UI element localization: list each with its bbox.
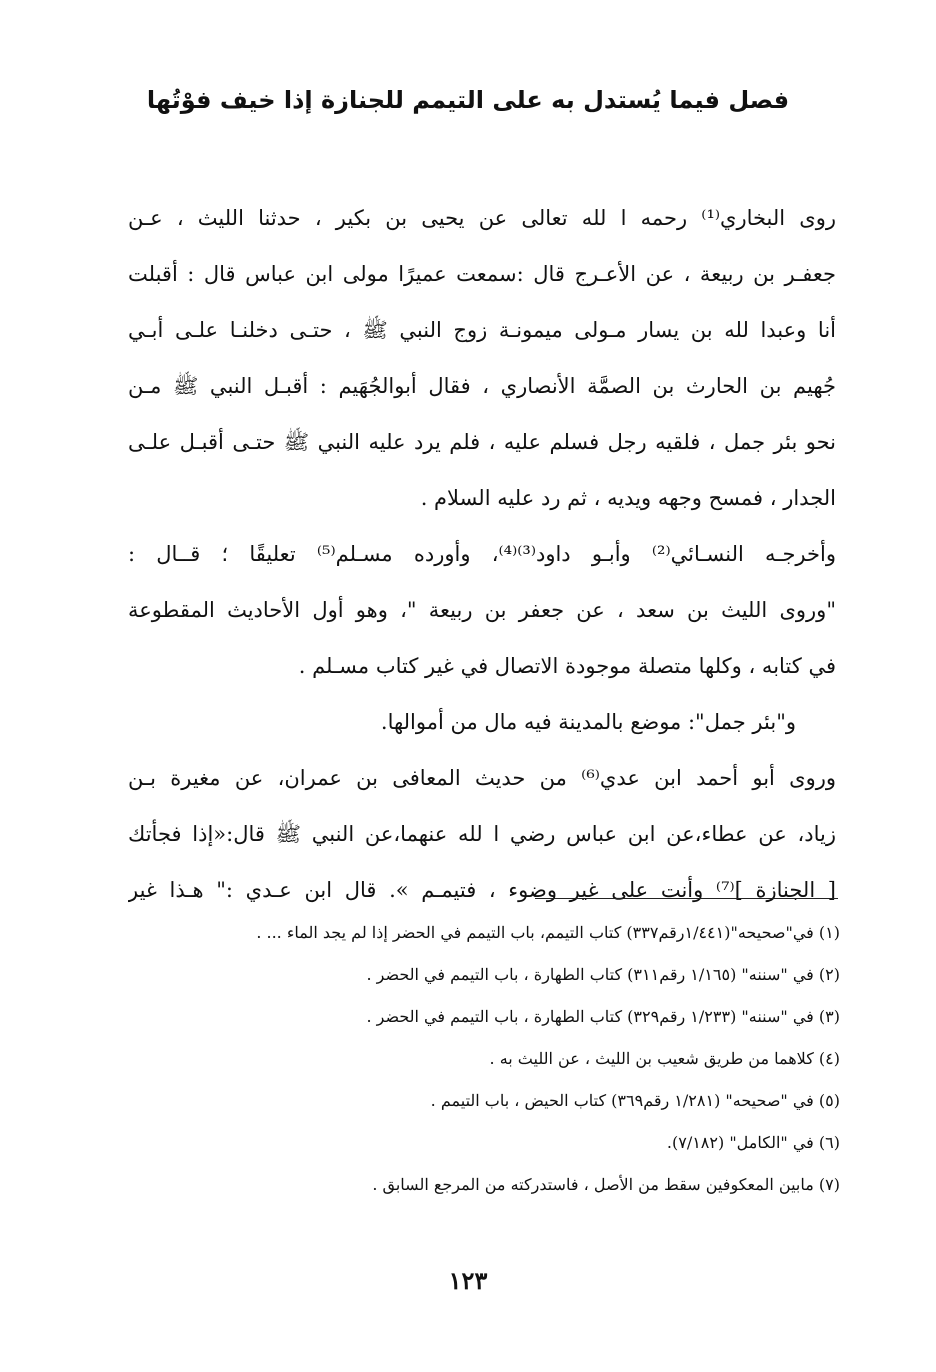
body-line: الجدار ، فمسح وجهه ويديه ، ثم رد عليه السلام . — [420, 486, 836, 510]
body-line: أنا وعبدا لله بن يسار مـولى ميمونـة زوج النبي ﷺ ، حتـى دخلنـا علـى أبـي — [128, 318, 836, 342]
body-line: روى البخاري⁽¹⁾ رحمه ا لله تعالى عن يحيى بن بكير ، حدثنا الليث ، عـن — [128, 206, 836, 230]
body-line: "وروى الليث بن سعد ، عن جعفر بن ربيعة "، وهو أول الأحاديث المقطوعة — [128, 598, 836, 622]
footnotes — [120, 912, 840, 1206]
body-line: و"بئر جمل": موضع بالمدينة فيه مال من أموالها. — [380, 710, 796, 734]
footnote: (١) في"صحيحه"(١/٤٤١رقم٣٣٧) كتاب التيمم، باب التيمم في الحضر إذا لم يجد الماء ... . — [256, 923, 840, 942]
body-line: في كتابه ، وكلها متصلة موجودة الاتصال في غير كتاب مسـلم . — [298, 654, 836, 678]
body-line: زياد، عن عطاء،عن ابن عباس رضي ا لله عنهما،عن النبي ﷺ قال:«إذا فجأتك — [128, 822, 836, 846]
footnote: (٥) في "صحيحه" (١/٢٨١ رقم٣٦٩) كتاب الحيض ، باب التيمم . — [430, 1091, 840, 1110]
body-line: [ الجنازة ]⁽⁷⁾ وأنت على غير وضوء ، فتيمـم ». قال ابن عـدي :" هـذا غير — [128, 878, 836, 902]
footnote: (٦) في "الكامل" (٧/١٨٢). — [666, 1133, 840, 1152]
footnote-separator — [535, 898, 838, 899]
footnote: (٢) في "سننه" (١/١٦٥ رقم٣١١) كتاب الطهارة ، باب التيمم في الحضر . — [366, 965, 840, 984]
page-number: ١٢٣ — [448, 1266, 488, 1295]
body-line: جُهيم بن الحارث بن الصمَّة الأنصاري ، فقال أبوالجُهَيم : أقبـل النبي ﷺ مـن — [128, 374, 836, 398]
body-text — [128, 190, 836, 918]
body-line: نحو بئر جمل ، فلقيه رجل فسلم عليه ، فلم يرد عليه النبي ﷺ حتـى أقبـل علـى — [128, 430, 836, 454]
footnote: (٣) في "سننه" (١/٢٣٣ رقم٣٢٩) كتاب الطهارة ، باب التيمم في الحضر . — [366, 1007, 840, 1026]
body-line: وروى أبو أحمد ابن عدي⁽⁶⁾ من حديث المعافى بن عمران، عن مغيرة بـن — [128, 766, 836, 790]
footnote: (٧) مابين المعكوفين سقط من الأصل ، فاستدركته من المرجع السابق . — [372, 1175, 840, 1194]
body-line: جعفـر بن ربيعة ، عن الأعـرج قال :سمعت عميرًا مولى ابن عباس قال : أقبلت — [128, 262, 836, 286]
body-line: وأخرجـه النسـائي⁽²⁾ وأبـو داود⁽³⁾⁽⁴⁾، وأورده مسـلم⁽⁵⁾ تعليقًا ؛ قــال : — [128, 542, 836, 566]
section-title: فصل فيما يُستدل به على التيمم للجنازة إذا خيف فوْتُها — [146, 86, 790, 114]
footnote: (٤) كلاهما من طريق شعيب بن الليث ، عن الليث به . — [489, 1049, 840, 1068]
